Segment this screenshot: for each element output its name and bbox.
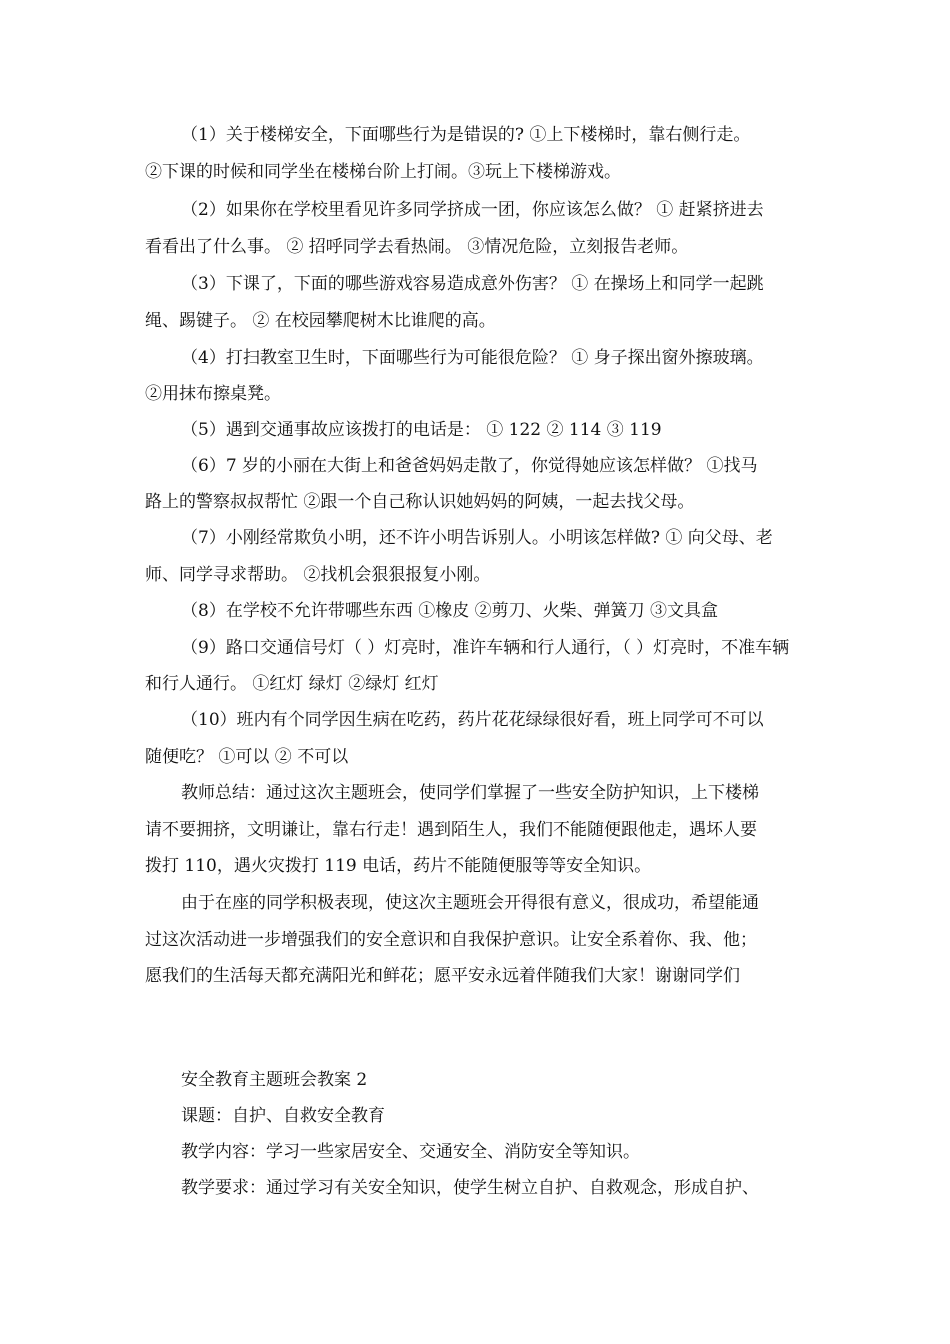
summary-line: 由于在座的同学积极表现，使这次主题班会开得很有意义，很成功，希望能通: [181, 893, 759, 913]
plan2-content: 教学内容：学习一些家居安全、交通安全、消防安全等知识。: [181, 1142, 640, 1162]
quiz-line: （7）小刚经常欺负小明，还不许小明告诉别人。小明该怎样做? ① 向父母、老: [181, 528, 773, 548]
quiz-line: 随便吃？ ①可以 ② 不可以: [145, 747, 349, 767]
summary-line: 过这次活动进一步增强我们的安全意识和自我保护意识。让安全系着你、我、他；: [145, 930, 757, 950]
quiz-line: ②下课的时候和同学坐在楼梯台阶上打闹。③玩上下楼梯游戏。: [145, 162, 621, 182]
quiz-line: 师、同学寻求帮助。 ②找机会狠狠报复小刚。: [145, 565, 491, 585]
summary-line: 请不要拥挤，文明谦让，靠右行走！遇到陌生人，我们不能随便跟他走，遇坏人要: [145, 820, 757, 840]
plan2-requirement: 教学要求：通过学习有关安全知识，使学生树立自护、自救观念，形成自护、: [181, 1178, 759, 1198]
quiz-line: （10）班内有个同学因生病在吃药，药片花花绿绿很好看，班上同学可不可以: [181, 710, 764, 730]
summary-line: 拨打 110，遇火灾拨打 119 电话，药片不能随便服等等安全知识。: [145, 856, 652, 876]
quiz-line: （3）下课了，下面的哪些游戏容易造成意外伤害？ ① 在操场上和同学一起跳: [181, 274, 764, 294]
quiz-line: （5）遇到交通事故应该拨打的电话是： ① 122 ② 114 ③ 119: [181, 420, 662, 440]
quiz-line: （1）关于楼梯安全，下面哪些行为是错误的? ①上下楼梯时，靠右侧行走。: [181, 125, 751, 145]
quiz-line: （4）打扫教室卫生时，下面哪些行为可能很危险？ ① 身子探出窗外擦玻璃。: [181, 348, 764, 368]
plan2-topic: 课题：自护、自救安全教育: [181, 1106, 385, 1126]
summary-line: 教师总结：通过这次主题班会，使同学们掌握了一些安全防护知识，上下楼梯: [181, 783, 759, 803]
quiz-line: （2）如果你在学校里看见许多同学挤成一团，你应该怎么做？ ① 赶紧挤进去: [181, 200, 764, 220]
quiz-line: 绳、踢键子。 ② 在校园攀爬树木比谁爬的高。: [145, 311, 496, 331]
quiz-line: （9）路口交通信号灯（ ）灯亮时，准许车辆和行人通行，（ ）灯亮时，不准车辆: [181, 638, 790, 658]
quiz-line: （6）7 岁的小丽在大街上和爸爸妈妈走散了，你觉得她应该怎样做？ ①找马: [181, 456, 758, 476]
plan2-heading: 安全教育主题班会教案 2: [181, 1070, 368, 1090]
quiz-line: 看看出了什么事。 ② 招呼同学去看热闹。 ③情况危险，立刻报告老师。: [145, 237, 689, 257]
quiz-line: ②用抹布擦桌凳。: [145, 384, 281, 404]
summary-line: 愿我们的生活每天都充满阳光和鲜花；愿平安永远着伴随我们大家！谢谢同学们: [145, 966, 740, 986]
quiz-line: （8）在学校不允许带哪些东西 ①橡皮 ②剪刀、火柴、弹簧刀 ③文具盒: [181, 601, 719, 621]
quiz-line: 和行人通行。 ①红灯 绿灯 ②绿灯 红灯: [145, 674, 439, 694]
quiz-line: 路上的警察叔叔帮忙 ②跟一个自己称认识她妈妈的阿姨，一起去找父母。: [145, 492, 695, 512]
